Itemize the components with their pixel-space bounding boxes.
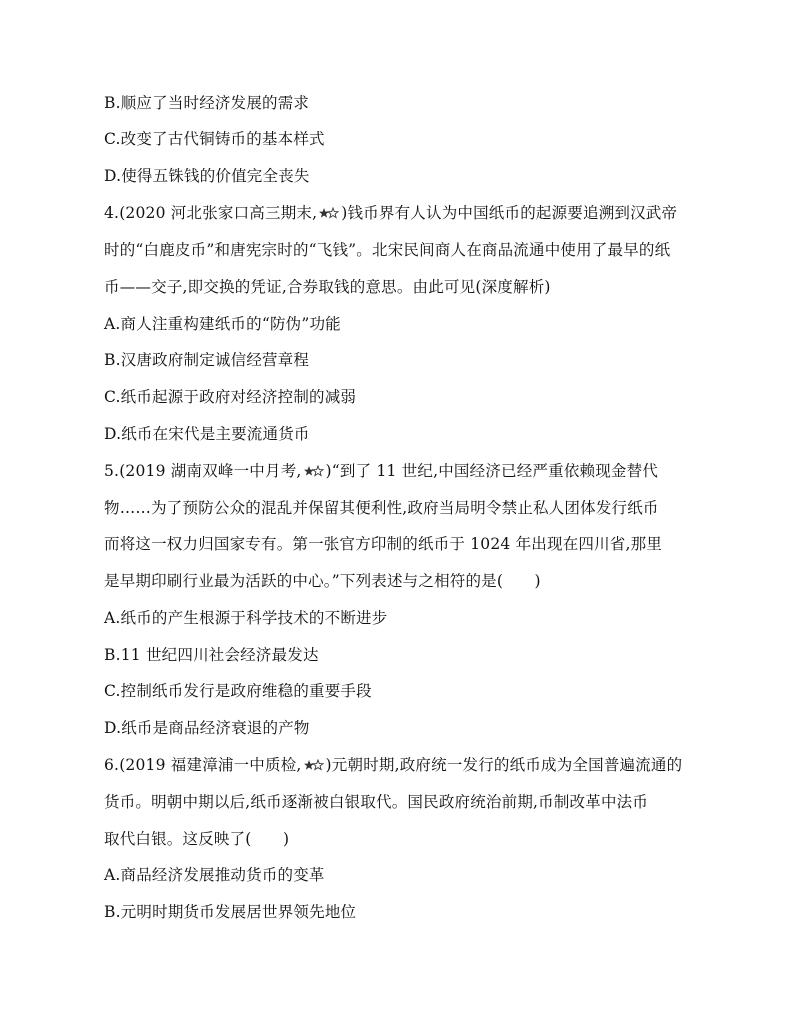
q3-option-d: D.使得五铢钱的价值完全丧失	[104, 167, 310, 185]
q3-option-b: B.顺应了当时经济发展的需求	[104, 94, 310, 112]
q4-stem-line-2: 时的“白鹿皮币”和唐宪宗时的“飞钱”。北宋民间商人在商品流通中使用了最早的纸	[104, 241, 671, 259]
q5-stem-line-4: 是早期印刷行业最为活跃的中心。”下列表述与之相符的是( )	[104, 572, 541, 590]
q5-option-b: B.11 世纪四川社会经济最发达	[104, 646, 319, 664]
q4-option-b: B.汉唐政府制定诚信经营章程	[104, 351, 310, 369]
q5-option-d: D.纸币是商品经济衰退的产物	[104, 719, 310, 737]
q5-stem-line-2: 物……为了预防公众的混乱并保留其便利性,政府当局明令禁止私人团体发行纸币	[104, 499, 659, 517]
q4-option-c: C.纸币起源于政府对经济控制的减弱	[104, 388, 357, 406]
q5-option-a: A.纸币的产生根源于科学技术的不断进步	[104, 609, 388, 627]
q6-stem-line-1	[104, 754, 704, 778]
q6-option-b: B.元明时期货币发展居世界领先地位	[104, 903, 357, 921]
difficulty-stars-icon	[318, 204, 340, 226]
q6-option-a: A.商品经济发展推动货币的变革	[104, 866, 325, 884]
q5-stem-line-1	[104, 460, 704, 484]
q5-option-c: C.控制纸币发行是政府维稳的重要手段	[104, 682, 372, 700]
q4-stem-text: )钱币界有人认为中国纸币的起源要追溯到汉武帝	[341, 204, 678, 222]
q5-stem-line-3: 而将这一权力归国家专有。第一张官方印制的纸币于 1024 年出现在四川省,那里	[104, 535, 663, 553]
q4-source: 4.(2020 河北张家口高三期末,	[104, 204, 318, 222]
q6-stem-line-3: 取代白银。这反映了( )	[104, 830, 290, 848]
q6-source: 6.(2019 福建漳浦一中质检,	[104, 756, 302, 774]
q4-option-d: D.纸币在宋代是主要流通货币	[104, 425, 310, 443]
q5-source: 5.(2019 湖南双峰一中月考,	[104, 462, 302, 480]
q4-stem-line-3: 币——交子,即交换的凭证,合券取钱的意思。由此可见(深度解析)	[104, 278, 551, 296]
q3-option-c: C.改变了古代铜铸币的基本样式	[104, 130, 325, 148]
q4-option-a: A.商人注重构建纸币的“防伪”功能	[104, 315, 341, 333]
difficulty-stars-icon	[303, 756, 325, 778]
difficulty-stars-icon	[303, 462, 325, 484]
q4-stem-line-1	[104, 202, 704, 226]
q6-stem-line-2: 货币。明朝中期以后,纸币逐渐被白银取代。国民政府统治前期,币制改革中法币	[104, 793, 649, 811]
q5-stem-text: )“到了 11 世纪,中国经济已经严重依赖现金替代	[325, 462, 659, 480]
q6-stem-text: )元朝时期,政府统一发行的纸币成为全国普遍流通的	[325, 756, 683, 774]
